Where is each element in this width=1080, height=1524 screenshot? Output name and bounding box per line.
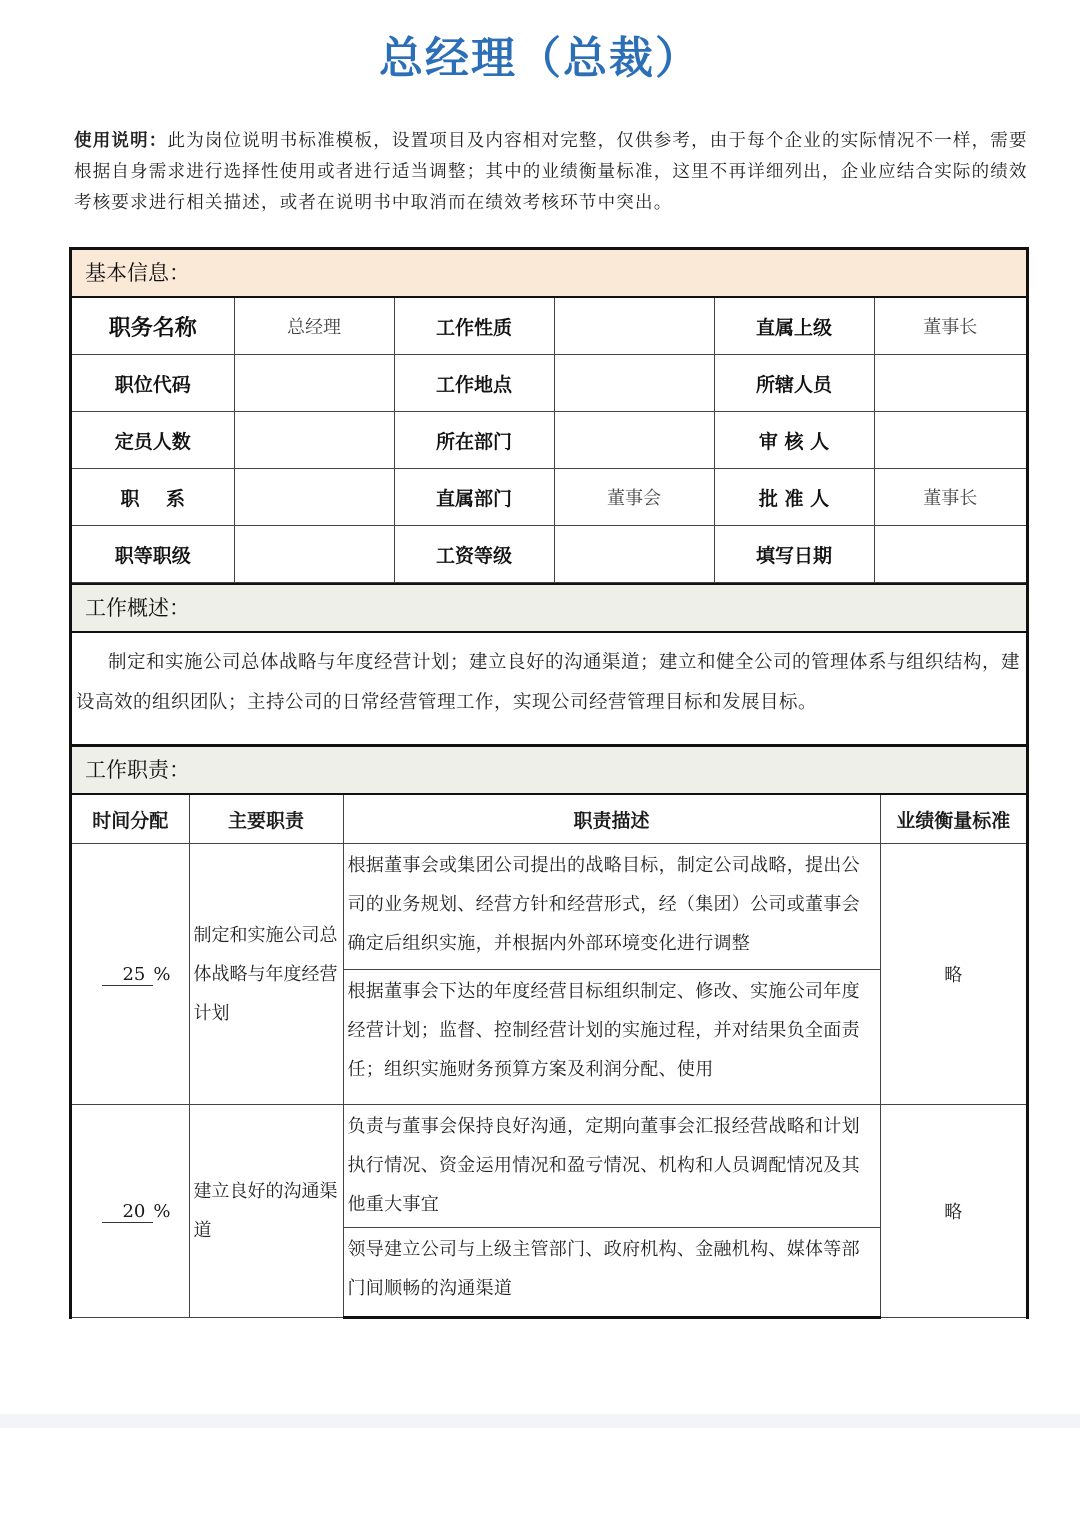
value-cell[interactable] [234,412,394,469]
duties-heading: 工作职责： [72,747,1026,795]
pct-unit: % [153,963,171,985]
duties-table [72,795,1026,1319]
column-header: 主要职责 [189,795,343,844]
value-cell[interactable]: 董事长 [874,298,1026,355]
metric-cell: 略 [880,1105,1026,1318]
column-header: 职责描述 [343,795,880,844]
column-header: 业绩衡量标准 [880,795,1026,844]
usage-note [74,126,1034,219]
duty-row [72,1105,1026,1228]
duty-description: 负责与董事会保持良好沟通，定期向董事会汇报经营战略和计划执行情况、资金运用情况和盈亏情况、机构和人员调配情况及其他重大事宜 [343,1105,880,1228]
label-cell: 填写日期 [714,526,874,583]
basic-row [72,526,1026,583]
job-description-form [69,247,1029,1319]
page-title: 总经理（总裁） [379,33,701,84]
label-cell: 工作性质 [394,298,554,355]
label-cell: 批 准 人 [714,469,874,526]
value-cell[interactable] [554,355,714,412]
basic-row [72,412,1026,469]
page-bottom-band [0,1414,1080,1428]
label-cell: 定员人数 [72,412,234,469]
basic-row [72,298,1026,355]
pct-unit: % [153,1200,171,1222]
value-cell[interactable] [554,412,714,469]
pct-value: 20 [102,1201,153,1223]
label-cell: 直属部门 [394,469,554,526]
value-cell[interactable]: 董事长 [874,469,1026,526]
label-cell: 职 系 [72,469,234,526]
basic-row [72,469,1026,526]
duty-description: 领导建立公司与上级主管部门、政府机构、金融机构、媒体等部门间顺畅的沟通渠道 [343,1228,880,1318]
time-allocation[interactable] [72,1105,189,1318]
value-cell[interactable] [234,355,394,412]
value-cell[interactable] [234,526,394,583]
value-cell[interactable]: 总经理 [234,298,394,355]
basic-row [72,355,1026,412]
main-duty: 建立良好的沟通渠道 [189,1105,343,1318]
main-duty: 制定和实施公司总体战略与年度经营计划 [189,844,343,1105]
column-header: 时间分配 [72,795,189,844]
value-cell[interactable] [554,298,714,355]
value-cell[interactable] [554,526,714,583]
usage-text: 此为岗位说明书标准模板，设置项目及内容相对完整，仅供参考，由于每个企业的实际情况不一样，需要根据自身需求进行选择性使用或者进行适当调整；其中的业绩衡量标准，这里不再详细列出，企业应结合实际的绩效考核要求进行相关描述，或者在说明书中取消而在绩效考核环节中突出。 [74,131,1028,213]
label-cell: 审 核 人 [714,412,874,469]
label-cell: 工资等级 [394,526,554,583]
label-cell: 工作地点 [394,355,554,412]
value-cell[interactable] [234,469,394,526]
label-cell: 所辖人员 [714,355,874,412]
duty-row [72,844,1026,970]
value-cell[interactable]: 董事会 [554,469,714,526]
overview-heading: 工作概述： [72,583,1026,633]
overview-body: 制定和实施公司总体战略与年度经营计划；建立良好的沟通渠道；建立和健全公司的管理体系与组织结构，建设高效的组织团队；主持公司的日常经营管理工作，实现公司经营管理目标和发展目标。 [76,652,1021,713]
label-cell: 职务名称 [72,298,234,355]
label-cell: 职等职级 [72,526,234,583]
basic-info-heading: 基本信息： [72,250,1026,298]
basic-info-table [72,298,1026,583]
duties-header-row [72,795,1026,844]
time-allocation[interactable] [72,844,189,1105]
value-cell[interactable] [874,412,1026,469]
pct-value: 25 [102,964,153,986]
overview-text [72,633,1026,747]
value-cell[interactable] [874,355,1026,412]
value-cell[interactable] [874,526,1026,583]
metric-cell: 略 [880,844,1026,1105]
usage-label: 使用说明： [74,131,168,151]
label-cell: 职位代码 [72,355,234,412]
duty-description: 根据董事会或集团公司提出的战略目标，制定公司战略，提出公司的业务规划、经营方针和经营形式，经（集团）公司或董事会确定后组织实施，并根据内外部环境变化进行调整 [343,844,880,970]
label-cell: 直属上级 [714,298,874,355]
label-cell: 所在部门 [394,412,554,469]
duty-description: 根据董事会下达的年度经营目标组织制定、修改、实施公司年度经营计划；监督、控制经营计划的实施过程，并对结果负全面责任；组织实施财务预算方案及利润分配、使用 [343,970,880,1105]
